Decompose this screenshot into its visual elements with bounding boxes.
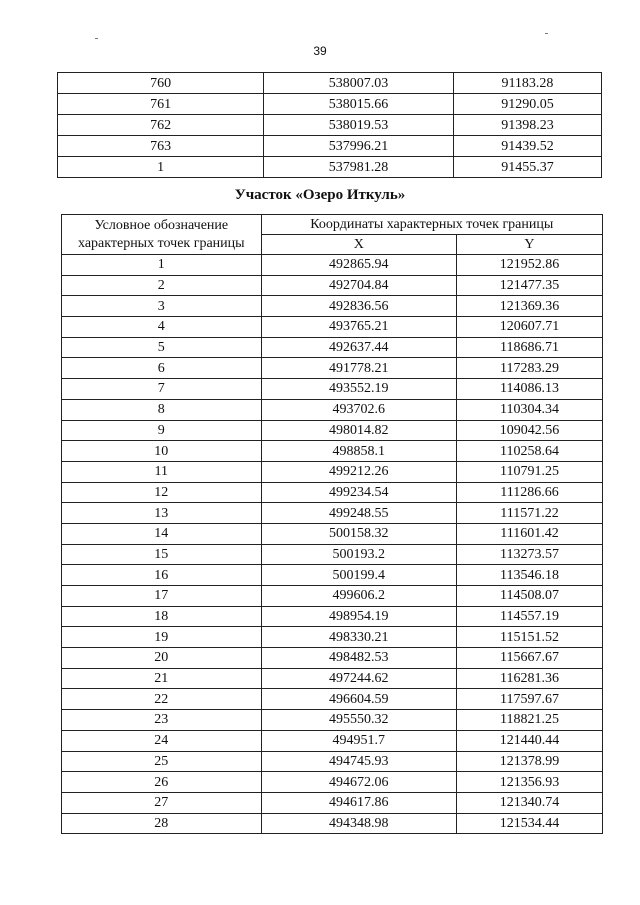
point-number-cell: 15: [62, 544, 262, 565]
scan-speck: [95, 38, 98, 39]
table-row: [58, 94, 602, 115]
table-row: [58, 73, 602, 94]
point-number-cell: 763: [58, 136, 264, 157]
y-coordinate-cell: 118686.71: [456, 337, 602, 358]
point-number-cell: 27: [62, 792, 262, 813]
point-number-cell: 21: [62, 668, 262, 689]
table-row: [62, 565, 603, 586]
x-coordinate-cell: 499212.26: [261, 461, 456, 482]
y-coordinate-cell: 114557.19: [456, 606, 602, 627]
table-row: [62, 668, 603, 689]
y-coordinate-cell: 117283.29: [456, 358, 602, 379]
table-row: [58, 136, 602, 157]
table-row: [62, 358, 603, 379]
point-number-cell: 16: [62, 565, 262, 586]
point-number-cell: 3: [62, 296, 262, 317]
point-number-cell: 14: [62, 523, 262, 544]
point-number-cell: 18: [62, 606, 262, 627]
table-row: [62, 317, 603, 338]
y-coordinate-cell: 115667.67: [456, 648, 602, 669]
table-row: [62, 399, 603, 420]
y-coordinate-cell: 121534.44: [456, 813, 602, 834]
y-coordinate-cell: 120607.71: [456, 317, 602, 338]
header-designation: Условное обозначение характерных точек границы: [62, 215, 262, 255]
x-coordinate-cell: 537996.21: [264, 136, 454, 157]
table-row: [62, 689, 603, 710]
y-coordinate-cell: 91290.05: [453, 94, 601, 115]
x-coordinate-cell: 499248.55: [261, 503, 456, 524]
table-row: [62, 751, 603, 772]
table-row: [62, 730, 603, 751]
table-row: [62, 379, 603, 400]
table-row: [62, 275, 603, 296]
point-number-cell: 761: [58, 94, 264, 115]
boundary-coordinates-table: [61, 214, 603, 834]
x-coordinate-cell: 496604.59: [261, 689, 456, 710]
x-coordinate-cell: 500158.32: [261, 523, 456, 544]
x-coordinate-cell: 492865.94: [261, 255, 456, 276]
y-coordinate-cell: 114508.07: [456, 586, 602, 607]
top-coordinates-table: [57, 72, 602, 178]
table-row: [62, 648, 603, 669]
point-number-cell: 28: [62, 813, 262, 834]
point-number-cell: 5: [62, 337, 262, 358]
point-number-cell: 760: [58, 73, 264, 94]
x-coordinate-cell: 498482.53: [261, 648, 456, 669]
point-number-cell: 24: [62, 730, 262, 751]
x-coordinate-cell: 494672.06: [261, 772, 456, 793]
x-coordinate-cell: 494617.86: [261, 792, 456, 813]
x-coordinate-cell: 497244.62: [261, 668, 456, 689]
table-row: [62, 441, 603, 462]
table-row: [62, 772, 603, 793]
y-coordinate-cell: 115151.52: [456, 627, 602, 648]
page-number: 39: [313, 44, 327, 58]
y-coordinate-cell: 116281.36: [456, 668, 602, 689]
x-coordinate-cell: 494348.98: [261, 813, 456, 834]
x-coordinate-cell: 495550.32: [261, 710, 456, 731]
y-coordinate-cell: 110304.34: [456, 399, 602, 420]
table-row: [62, 523, 603, 544]
y-coordinate-cell: 111571.22: [456, 503, 602, 524]
point-number-cell: 20: [62, 648, 262, 669]
x-coordinate-cell: 492836.56: [261, 296, 456, 317]
table-row: [62, 586, 603, 607]
table-row: [62, 337, 603, 358]
y-coordinate-cell: 118821.25: [456, 710, 602, 731]
scan-speck: [545, 33, 548, 34]
x-coordinate-cell: 500199.4: [261, 565, 456, 586]
table-row: [62, 420, 603, 441]
section-title: Участок «Озеро Иткуль»: [234, 187, 406, 203]
point-number-cell: 1: [58, 157, 264, 178]
x-coordinate-cell: 492637.44: [261, 337, 456, 358]
y-coordinate-cell: 109042.56: [456, 420, 602, 441]
y-coordinate-cell: 113273.57: [456, 544, 602, 565]
point-number-cell: 6: [62, 358, 262, 379]
point-number-cell: 9: [62, 420, 262, 441]
x-coordinate-cell: 498330.21: [261, 627, 456, 648]
point-number-cell: 7: [62, 379, 262, 400]
x-coordinate-cell: 499234.54: [261, 482, 456, 503]
table-row: [62, 503, 603, 524]
x-coordinate-cell: 538015.66: [264, 94, 454, 115]
table-row: [62, 482, 603, 503]
point-number-cell: 23: [62, 710, 262, 731]
y-coordinate-cell: 91439.52: [453, 136, 601, 157]
table-row: [62, 813, 603, 834]
point-number-cell: 2: [62, 275, 262, 296]
point-number-cell: 25: [62, 751, 262, 772]
x-coordinate-cell: 498858.1: [261, 441, 456, 462]
table-header-row: [62, 215, 603, 235]
point-number-cell: 22: [62, 689, 262, 710]
table-row: [62, 606, 603, 627]
point-number-cell: 13: [62, 503, 262, 524]
x-coordinate-cell: 500193.2: [261, 544, 456, 565]
table-row: [62, 461, 603, 482]
point-number-cell: 1: [62, 255, 262, 276]
point-number-cell: 17: [62, 586, 262, 607]
point-number-cell: 10: [62, 441, 262, 462]
table-row: [58, 157, 602, 178]
y-coordinate-cell: 111601.42: [456, 523, 602, 544]
y-coordinate-cell: 91183.28: [453, 73, 601, 94]
table-row: [62, 627, 603, 648]
table-row: [62, 792, 603, 813]
x-coordinate-cell: 498954.19: [261, 606, 456, 627]
x-coordinate-cell: 493765.21: [261, 317, 456, 338]
point-number-cell: 11: [62, 461, 262, 482]
table-row: [62, 710, 603, 731]
point-number-cell: 26: [62, 772, 262, 793]
y-coordinate-cell: 121369.36: [456, 296, 602, 317]
y-coordinate-cell: 114086.13: [456, 379, 602, 400]
y-coordinate-cell: 121378.99: [456, 751, 602, 772]
x-coordinate-cell: 499606.2: [261, 586, 456, 607]
point-number-cell: 762: [58, 115, 264, 136]
x-coordinate-cell: 498014.82: [261, 420, 456, 441]
y-coordinate-cell: 91398.23: [453, 115, 601, 136]
header-y: Y: [456, 235, 602, 255]
point-number-cell: 4: [62, 317, 262, 338]
x-coordinate-cell: 492704.84: [261, 275, 456, 296]
header-coordinates: Координаты характерных точек границы: [261, 215, 602, 235]
table-row: [58, 115, 602, 136]
y-coordinate-cell: 117597.67: [456, 689, 602, 710]
x-coordinate-cell: 538007.03: [264, 73, 454, 94]
y-coordinate-cell: 121952.86: [456, 255, 602, 276]
table-row: [62, 255, 603, 276]
y-coordinate-cell: 110258.64: [456, 441, 602, 462]
header-x: X: [261, 235, 456, 255]
table-row: [62, 544, 603, 565]
y-coordinate-cell: 91455.37: [453, 157, 601, 178]
y-coordinate-cell: 121356.93: [456, 772, 602, 793]
x-coordinate-cell: 493552.19: [261, 379, 456, 400]
point-number-cell: 8: [62, 399, 262, 420]
point-number-cell: 19: [62, 627, 262, 648]
y-coordinate-cell: 121477.35: [456, 275, 602, 296]
point-number-cell: 12: [62, 482, 262, 503]
y-coordinate-cell: 111286.66: [456, 482, 602, 503]
x-coordinate-cell: 494745.93: [261, 751, 456, 772]
x-coordinate-cell: 494951.7: [261, 730, 456, 751]
x-coordinate-cell: 493702.6: [261, 399, 456, 420]
y-coordinate-cell: 121440.44: [456, 730, 602, 751]
x-coordinate-cell: 538019.53: [264, 115, 454, 136]
y-coordinate-cell: 121340.74: [456, 792, 602, 813]
y-coordinate-cell: 110791.25: [456, 461, 602, 482]
x-coordinate-cell: 537981.28: [264, 157, 454, 178]
x-coordinate-cell: 491778.21: [261, 358, 456, 379]
y-coordinate-cell: 113546.18: [456, 565, 602, 586]
table-row: [62, 296, 603, 317]
